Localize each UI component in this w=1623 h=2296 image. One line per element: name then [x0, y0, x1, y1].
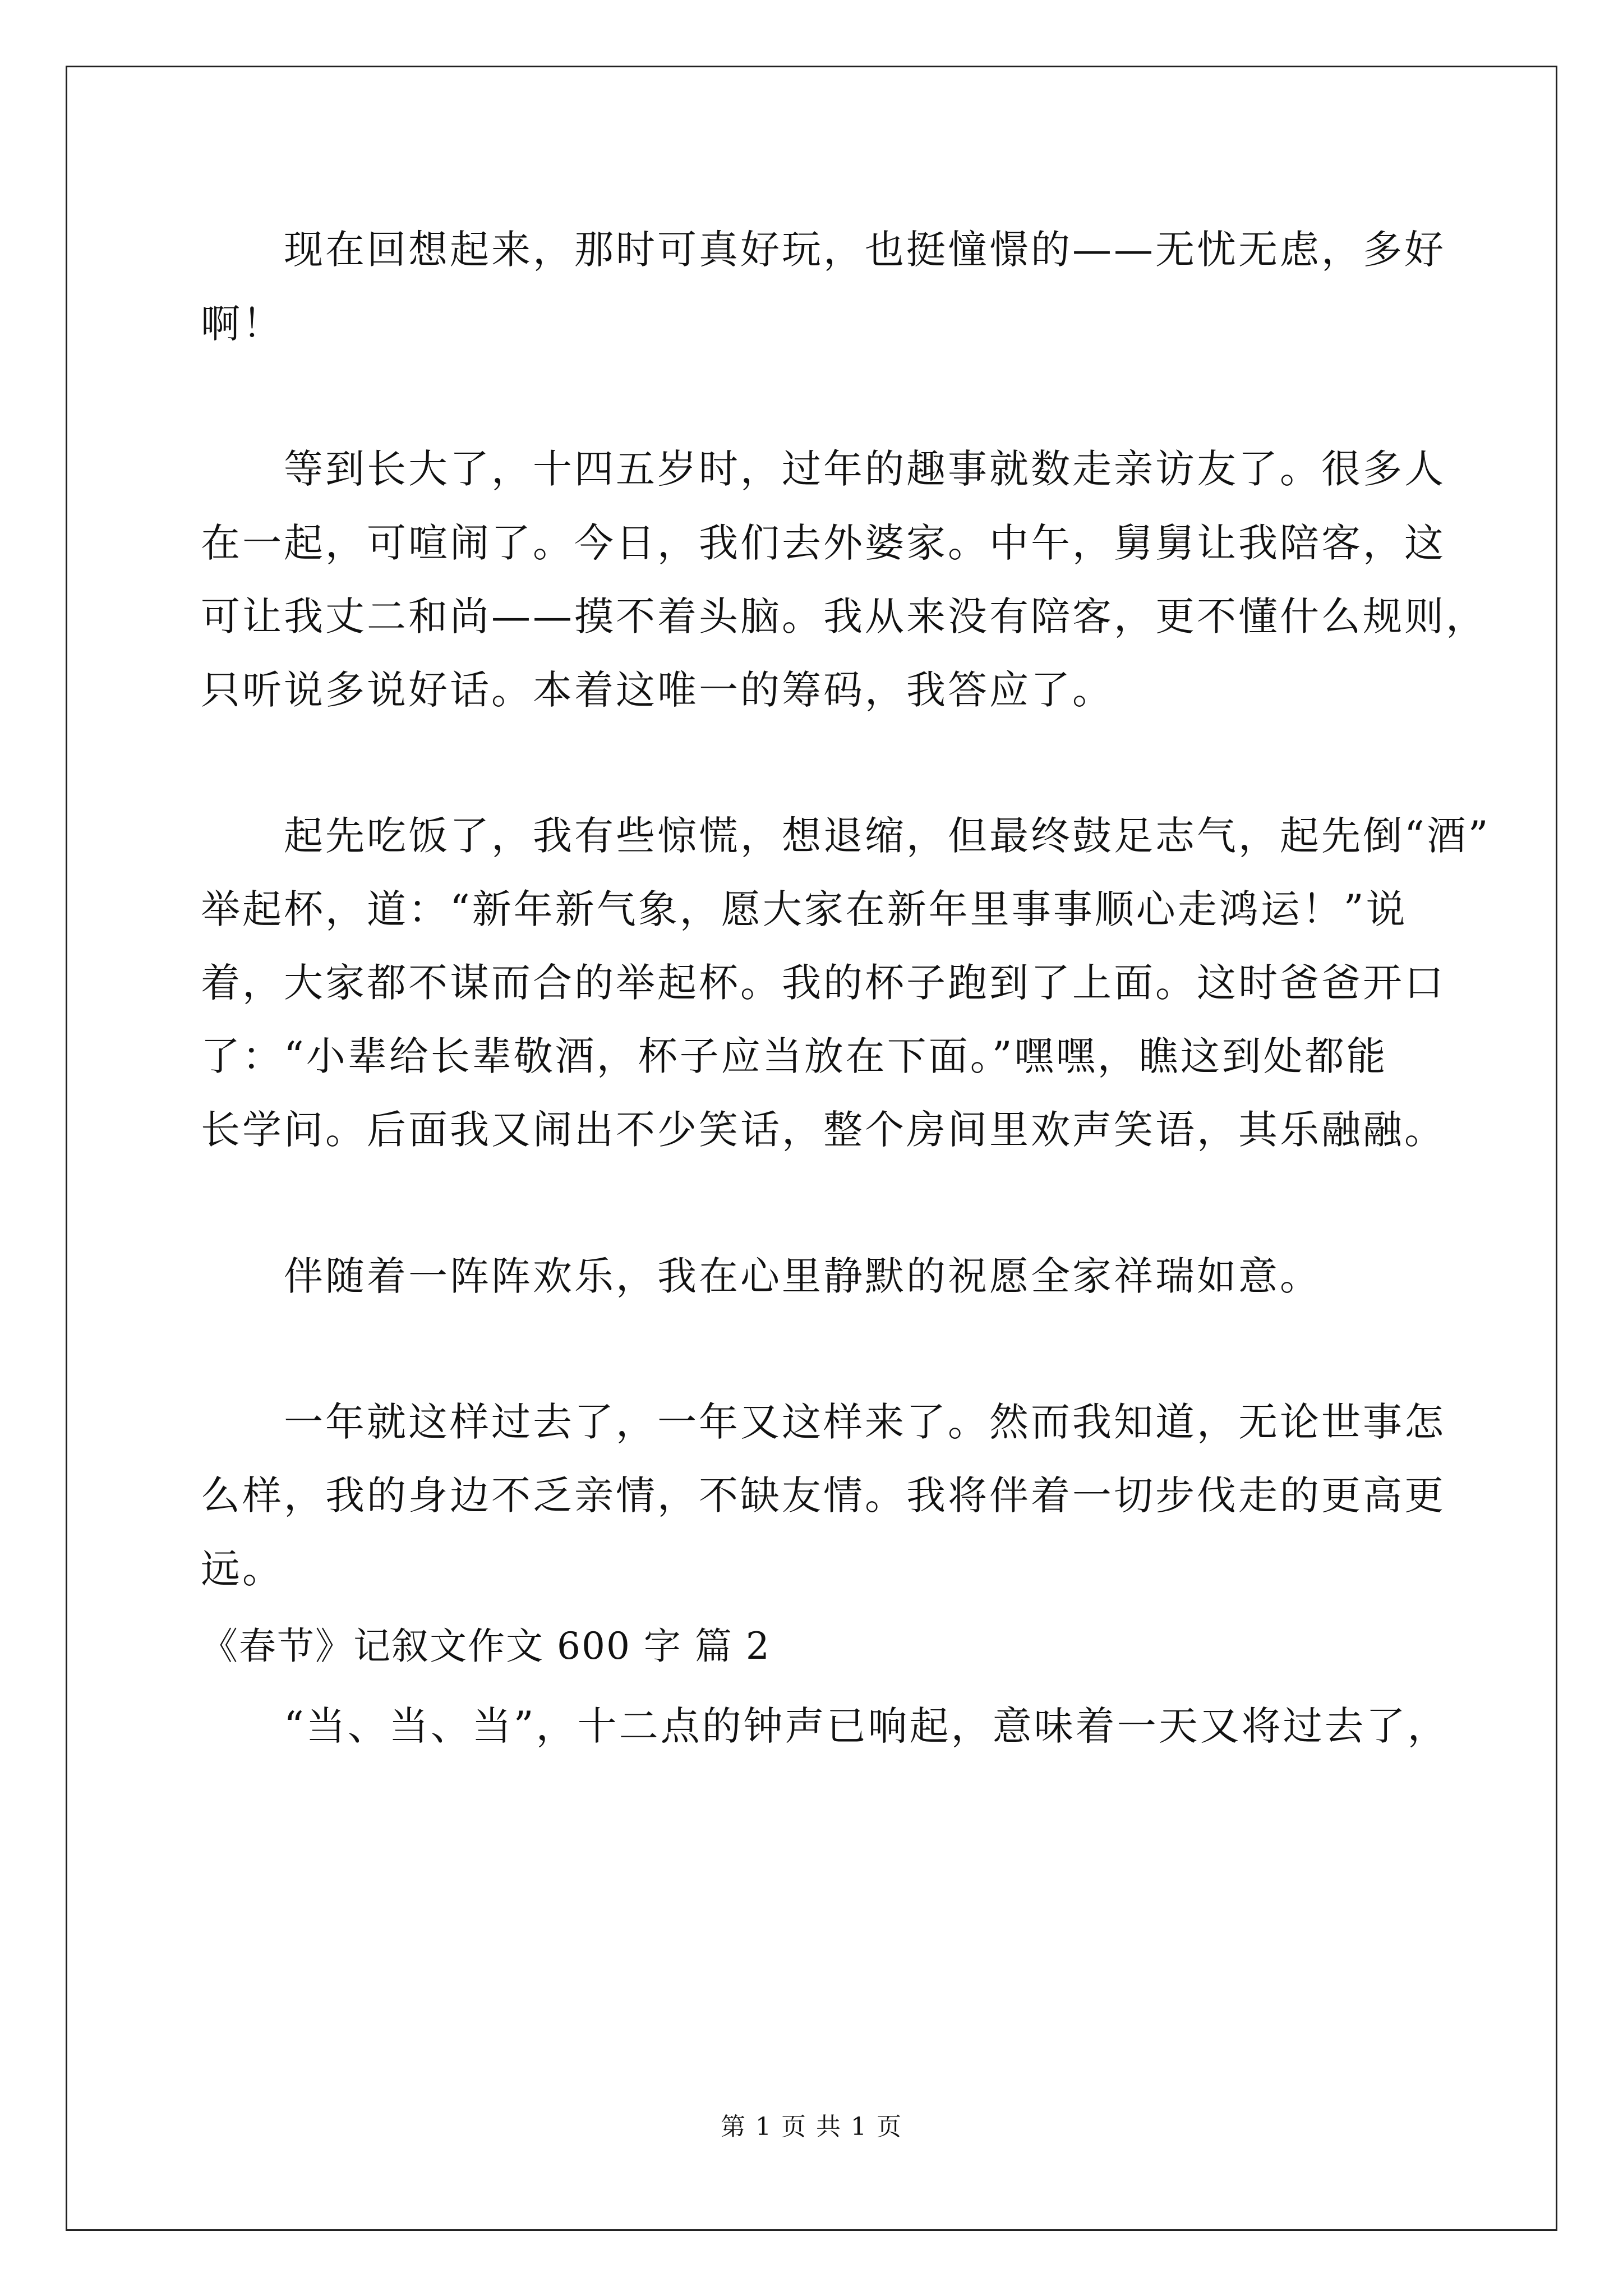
paragraph-3-line-4: 了：“小辈给长辈敬酒，杯子应当放在下面。”嘿嘿，瞧这到处都能 — [201, 1033, 1388, 1079]
paragraph-1-line-2: 啊！ — [201, 301, 284, 347]
paragraph-2-line-1: 等到长大了，十四五岁时，过年的趣事就数走亲访友了。很多人 — [284, 446, 1446, 492]
paragraph-3-line-1: 起先吃饭了，我有些惊慌，想退缩，但最终鼓足志气，起先倒“酒” — [284, 813, 1491, 859]
paragraph-2-line-4: 只听说多说好话。本着这唯一的筹码，我答应了。 — [201, 667, 1114, 713]
section-heading: 《春节》记叙文作文 600 字 篇 2 — [201, 1625, 771, 1668]
paragraph-5-line-3: 远。 — [201, 1546, 284, 1592]
paragraph-6-line-1: “当、当、当”，十二点的钟声已响起，意味着一天又将过去了， — [284, 1703, 1449, 1749]
paragraph-5-line-1: 一年就这样过去了，一年又这样来了。然而我知道，无论世事怎 — [284, 1399, 1446, 1445]
paragraph-2-line-3: 可让我丈二和尚——摸不着头脑。我从来没有陪客，更不懂什么规则， — [201, 593, 1487, 639]
paragraph-5-line-2: 么样，我的身边不乏亲情，不缺友情。我将伴着一切步伐走的更高更 — [201, 1473, 1446, 1519]
paragraph-3-line-3: 着，大家都不谋而合的举起杯。我的杯子跑到了上面。这时爸爸开口 — [201, 960, 1446, 1006]
page-footer: 第 1 页 共 1 页 — [721, 2113, 902, 2141]
paragraph-1-line-1: 现在回想起来，那时可真好玩，也挺憧憬的——无忧无虑，多好 — [284, 227, 1446, 273]
paragraph-3-line-5: 长学问。后面我又闹出不少笑话，整个房间里欢声笑语，其乐融融。 — [201, 1107, 1446, 1153]
paragraph-4-line-1: 伴随着一阵阵欢乐，我在心里静默的祝愿全家祥瑞如意。 — [284, 1253, 1321, 1299]
paragraph-3-line-2: 举起杯，道：“新年新气象，愿大家在新年里事事顺心走鸿运！”说 — [201, 886, 1408, 932]
paragraph-2-line-2: 在一起，可喧闹了。今日，我们去外婆家。中午，舅舅让我陪客，这 — [201, 520, 1446, 566]
